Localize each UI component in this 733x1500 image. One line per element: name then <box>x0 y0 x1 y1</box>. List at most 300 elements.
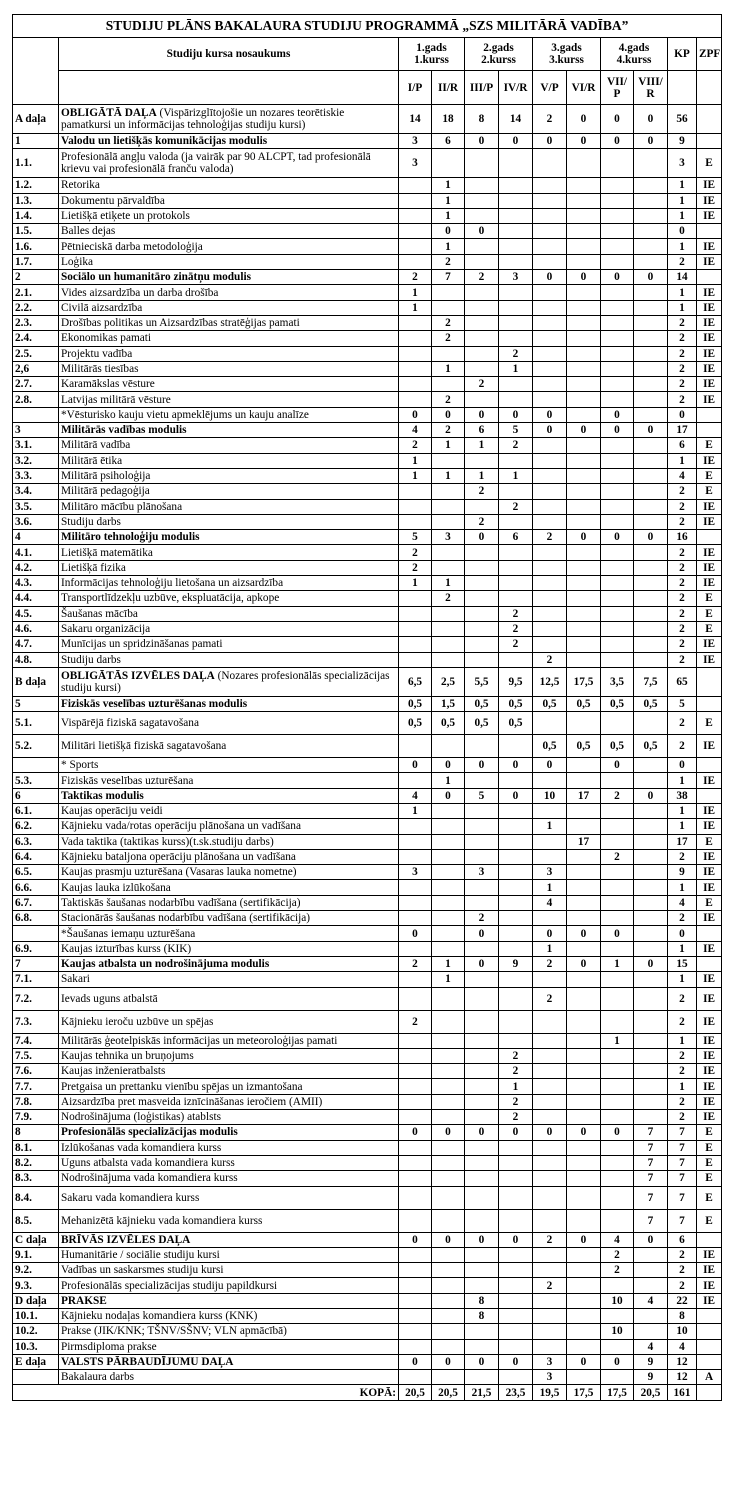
semester-credits <box>634 178 668 193</box>
semester-credits: 2 <box>399 956 432 971</box>
semester-credits <box>567 1110 601 1125</box>
kp-value: 5 <box>668 696 697 711</box>
course-name-text: Retorika <box>61 179 100 192</box>
course-name <box>59 1263 399 1278</box>
semester-credits <box>634 1094 668 1109</box>
semester-credits: 1 <box>399 468 432 483</box>
row-code: 2.1. <box>13 285 59 300</box>
zpf-value: IE <box>697 1094 722 1109</box>
course-name-text: Kaujas prasmju uzturēšana (Vasaras lauka nometne) <box>61 866 297 879</box>
course-name <box>59 1155 399 1170</box>
table-row <box>13 1324 722 1339</box>
semester-credits <box>601 285 634 300</box>
semester-credits <box>499 1324 533 1339</box>
semester-credits <box>601 637 634 652</box>
row-code: 10.2. <box>13 1324 59 1339</box>
row-code: 1.5. <box>13 224 59 239</box>
course-name <box>59 149 399 178</box>
header-row-semesters <box>13 71 722 105</box>
semester-credits <box>567 1247 601 1262</box>
zpf-value: E <box>697 1125 722 1140</box>
row-code: 2.7. <box>13 377 59 392</box>
semester-credits: 0 <box>432 407 465 422</box>
semester-credits: 3 <box>432 530 465 545</box>
semester-credits <box>601 591 634 606</box>
semester-credits <box>533 514 567 529</box>
semester-credits: 0 <box>533 270 567 285</box>
semester-credits <box>601 331 634 346</box>
header-semester: VII/ P <box>601 71 634 105</box>
semester-credits <box>567 712 601 735</box>
semester-credits: 0,5 <box>432 712 465 735</box>
semester-credits <box>499 331 533 346</box>
table-row <box>13 1278 722 1293</box>
course-name-text: Lietišķā matemātika <box>61 546 153 559</box>
semester-credits: 0 <box>499 1125 533 1140</box>
semester-credits: 0 <box>601 134 634 149</box>
semester-credits <box>399 735 432 758</box>
table-row <box>13 819 722 834</box>
kp-value: 17 <box>668 834 697 849</box>
semester-credits: 1 <box>399 803 432 818</box>
zpf-value: E <box>697 1186 722 1209</box>
semester-credits <box>465 1064 499 1079</box>
semester-credits <box>432 637 465 652</box>
semester-credits: 0 <box>634 1232 668 1247</box>
course-name-text: Kaujas operāciju veidi <box>61 805 163 818</box>
course-name <box>59 667 399 696</box>
row-code: 4 <box>13 530 59 545</box>
semester-credits <box>399 911 432 926</box>
course-name-text: Militārā pedagoģija <box>61 485 150 498</box>
row-code: 8.5. <box>13 1209 59 1232</box>
semester-credits <box>567 621 601 636</box>
semester-credits: 2 <box>465 270 499 285</box>
zpf-value: IE <box>697 285 722 300</box>
kp-value: 1 <box>668 178 697 193</box>
semester-credits: 6 <box>465 423 499 438</box>
semester-credits: 0,5 <box>567 735 601 758</box>
table-row <box>13 514 722 529</box>
semester-credits: 2 <box>533 956 567 971</box>
semester-credits <box>432 1293 465 1308</box>
row-code: 10.3. <box>13 1339 59 1354</box>
row-code: 4.4. <box>13 591 59 606</box>
course-name-text: Lietišķā etiķete un protokols <box>61 210 190 223</box>
row-code: 6.6. <box>13 880 59 895</box>
kp-value: 2 <box>668 1278 697 1293</box>
semester-credits <box>634 1263 668 1278</box>
row-code: 7.6. <box>13 1064 59 1079</box>
semester-credits <box>634 819 668 834</box>
row-code: A daļa <box>13 105 59 134</box>
row-code: 3.3. <box>13 468 59 483</box>
row-code: 8.2. <box>13 1155 59 1170</box>
course-name-text: Kaujas tehnika un bruņojums <box>61 1049 194 1062</box>
zpf-value: IE <box>697 361 722 376</box>
row-code <box>13 407 59 422</box>
semester-credits <box>533 484 567 499</box>
semester-credits <box>601 773 634 788</box>
semester-credits <box>634 834 668 849</box>
semester-credits <box>465 606 499 621</box>
zpf-value: IE <box>697 637 722 652</box>
row-code: 6.7. <box>13 895 59 910</box>
kp-value: 2 <box>668 1064 697 1079</box>
semester-credits <box>533 1155 567 1170</box>
semester-credits <box>567 560 601 575</box>
kp-value: 12 <box>668 1370 697 1385</box>
course-name <box>59 1309 399 1324</box>
course-name-text: Militārās tiesības <box>61 363 139 375</box>
zpf-value: IE <box>697 193 722 208</box>
header-empty <box>668 71 697 105</box>
zpf-value: IE <box>697 880 722 895</box>
semester-credits: 0,5 <box>601 696 634 711</box>
semester-credits: 1 <box>465 438 499 453</box>
course-name-text: Kājnieku bataljona operāciju plānošana un vadīšana <box>61 851 296 864</box>
course-name <box>59 423 399 438</box>
kp-value: 0 <box>668 926 697 941</box>
semester-credits <box>399 1278 432 1293</box>
kp-value: 7 <box>668 1125 697 1140</box>
semester-credits: 0 <box>567 105 601 134</box>
semester-credits <box>634 346 668 361</box>
semester-credits <box>601 606 634 621</box>
row-code: 1.6. <box>13 239 59 254</box>
section-row <box>13 270 722 285</box>
semester-credits <box>432 346 465 361</box>
header-year-1: 1.gads 1.kurss <box>399 38 465 71</box>
course-name-text: Profesionālā angļu valoda (ja vairāk par 90 ALCPT, tad profesionālā krievu vai profesionālā franču valoda) <box>61 151 371 176</box>
course-name <box>59 1339 399 1354</box>
semester-credits <box>465 1079 499 1094</box>
semester-credits: 2 <box>465 377 499 392</box>
semester-credits: 8 <box>465 1293 499 1308</box>
course-name-text: Karamākslas vēsture <box>61 378 155 391</box>
semester-credits <box>634 606 668 621</box>
kp-value: 2 <box>668 1094 697 1109</box>
semester-credits <box>399 346 432 361</box>
kp-value: 2 <box>668 560 697 575</box>
semester-credits: 1 <box>432 468 465 483</box>
section-row <box>13 956 722 971</box>
semester-credits <box>432 1209 465 1232</box>
zpf-value: IE <box>697 803 722 818</box>
semester-credits: 4 <box>634 1293 668 1308</box>
study-plan <box>12 14 721 1401</box>
semester-credits <box>432 834 465 849</box>
zpf-value: IE <box>697 1263 722 1278</box>
total-semester: 19,5 <box>533 1385 567 1400</box>
semester-credits: 0 <box>634 788 668 803</box>
title-row <box>13 15 722 38</box>
semester-credits <box>432 1140 465 1155</box>
semester-credits <box>499 1247 533 1262</box>
semester-credits <box>499 1010 533 1033</box>
course-name <box>59 576 399 591</box>
header-zpf: ZPF <box>697 38 722 71</box>
course-name-text: Balles dejas <box>61 225 116 238</box>
semester-credits: 3,5 <box>601 667 634 696</box>
course-name-text: Prakse (JIK/KNK; TŠNV/SŠNV; VLN apmācībā) <box>61 1325 287 1338</box>
header-semester: III/P <box>465 71 499 105</box>
semester-credits <box>399 1247 432 1262</box>
semester-credits: 1 <box>499 361 533 376</box>
kp-value: 1 <box>668 239 697 254</box>
table-row <box>13 1140 722 1155</box>
semester-credits: 2 <box>465 911 499 926</box>
header-semester: IV/R <box>499 71 533 105</box>
semester-credits <box>533 1247 567 1262</box>
section-row <box>13 696 722 711</box>
zpf-value: E <box>697 621 722 636</box>
row-code: 9.3. <box>13 1278 59 1293</box>
semester-credits <box>634 1010 668 1033</box>
zpf-value: IE <box>697 773 722 788</box>
course-name <box>59 972 399 987</box>
semester-credits <box>465 1033 499 1048</box>
semester-credits <box>399 621 432 636</box>
header-course-name: Studiju kursa nosaukums <box>59 38 399 71</box>
zpf-value: E <box>697 468 722 483</box>
table-row <box>13 484 722 499</box>
course-name-text: Informācijas tehnoloģiju lietošana un aizsardzība <box>61 577 284 590</box>
semester-credits: 9,5 <box>499 667 533 696</box>
kp-value: 1 <box>668 453 697 468</box>
row-code: 10.1. <box>13 1309 59 1324</box>
course-name-text: Nodrošinājuma (loģistikas) atablsts <box>61 1111 222 1124</box>
semester-credits <box>432 1094 465 1109</box>
semester-credits <box>634 545 668 560</box>
semester-credits <box>399 208 432 223</box>
course-name <box>59 803 399 818</box>
kp-value: 4 <box>668 468 697 483</box>
zpf-value: IE <box>697 652 722 667</box>
semester-credits <box>601 712 634 735</box>
semester-credits <box>465 346 499 361</box>
semester-credits <box>567 1309 601 1324</box>
semester-credits <box>533 468 567 483</box>
semester-credits <box>399 484 432 499</box>
semester-credits <box>499 591 533 606</box>
course-name-text: Ievads uguns atbalstā <box>61 992 158 1005</box>
semester-credits <box>634 926 668 941</box>
semester-credits <box>499 254 533 269</box>
semester-credits: 3 <box>533 1354 567 1369</box>
kp-value: 1 <box>668 773 697 788</box>
semester-credits <box>533 438 567 453</box>
table-row <box>13 1048 722 1063</box>
row-code: 3.1. <box>13 438 59 453</box>
semester-credits: 4 <box>601 1232 634 1247</box>
semester-credits <box>499 149 533 178</box>
semester-credits <box>601 865 634 880</box>
semester-credits <box>601 361 634 376</box>
semester-credits: 2 <box>499 1110 533 1125</box>
semester-credits <box>533 834 567 849</box>
table-row <box>13 1010 722 1033</box>
semester-credits <box>399 514 432 529</box>
course-name <box>59 1140 399 1155</box>
semester-credits <box>634 652 668 667</box>
semester-credits <box>432 606 465 621</box>
semester-credits <box>634 972 668 987</box>
semester-credits: 2 <box>499 1094 533 1109</box>
header-semester: VIII/ R <box>634 71 668 105</box>
course-name-text: * Sports <box>61 759 99 772</box>
semester-credits: 0 <box>601 1125 634 1140</box>
semester-credits: 0,5 <box>399 696 432 711</box>
semester-credits <box>567 576 601 591</box>
course-name <box>59 880 399 895</box>
semester-credits <box>432 895 465 910</box>
course-name-note: (Nozares profesionālās specializācijas studiju kursi) <box>61 669 390 694</box>
zpf-value: IE <box>697 576 722 591</box>
semester-credits <box>432 1309 465 1324</box>
semester-credits: 0 <box>533 423 567 438</box>
semester-credits <box>432 1263 465 1278</box>
total-semester: 23,5 <box>499 1385 533 1400</box>
semester-credits: 0 <box>533 758 567 773</box>
semester-credits <box>634 576 668 591</box>
course-name-text: Šaušanas mācība <box>61 607 138 620</box>
semester-credits <box>465 1110 499 1125</box>
semester-credits <box>465 591 499 606</box>
semester-credits <box>465 208 499 223</box>
semester-credits: 0 <box>601 1354 634 1369</box>
semester-credits <box>465 1155 499 1170</box>
course-name <box>59 1010 399 1033</box>
semester-credits <box>533 377 567 392</box>
semester-credits <box>499 1263 533 1278</box>
row-code: 8.4. <box>13 1186 59 1209</box>
semester-credits <box>567 178 601 193</box>
row-code: 6.9. <box>13 941 59 956</box>
semester-credits <box>601 987 634 1010</box>
header-code-cell <box>13 38 59 105</box>
semester-credits: 0 <box>499 788 533 803</box>
semester-credits <box>601 1079 634 1094</box>
semester-credits <box>634 1110 668 1125</box>
kp-value: 2 <box>668 637 697 652</box>
semester-credits <box>634 315 668 330</box>
semester-credits <box>634 377 668 392</box>
course-name-text: PRAKSE <box>61 1294 107 1307</box>
semester-credits: 3 <box>399 149 432 178</box>
semester-credits: 5 <box>399 530 432 545</box>
semester-credits <box>601 239 634 254</box>
semester-credits <box>567 300 601 315</box>
semester-credits <box>465 1263 499 1278</box>
kp-value: 2 <box>668 545 697 560</box>
semester-credits <box>399 1186 432 1209</box>
semester-credits <box>533 453 567 468</box>
zpf-value: E <box>697 1155 722 1170</box>
course-name-text: Valodu un lietišķās komunikācijas modulis <box>61 135 268 148</box>
semester-credits <box>567 1048 601 1063</box>
semester-credits <box>465 735 499 758</box>
semester-credits: 10 <box>601 1324 634 1339</box>
kp-value: 56 <box>668 105 697 134</box>
semester-credits <box>499 972 533 987</box>
table-row <box>13 1064 722 1079</box>
kp-value: 2 <box>668 849 697 864</box>
semester-credits <box>499 545 533 560</box>
semester-credits: 0 <box>601 926 634 941</box>
zpf-value <box>697 788 722 803</box>
semester-credits <box>499 803 533 818</box>
course-name <box>59 849 399 864</box>
semester-credits <box>567 1010 601 1033</box>
semester-credits: 0 <box>499 758 533 773</box>
semester-credits: 0 <box>399 1232 432 1247</box>
course-name-text: Drošības politikas un Aizsardzības stratēģijas pamati <box>61 317 300 330</box>
kp-value: 2 <box>668 591 697 606</box>
total-semester: 17,5 <box>567 1385 601 1400</box>
semester-credits: 0 <box>634 134 668 149</box>
row-code: 4.7. <box>13 637 59 652</box>
zpf-value <box>697 956 722 971</box>
table-row <box>13 1247 722 1262</box>
course-name <box>59 735 399 758</box>
semester-credits <box>567 911 601 926</box>
table-row <box>13 606 722 621</box>
course-name <box>59 712 399 735</box>
semester-credits: 0 <box>601 105 634 134</box>
semester-credits <box>567 941 601 956</box>
semester-credits <box>601 438 634 453</box>
semester-credits <box>465 1171 499 1186</box>
semester-credits <box>432 1339 465 1354</box>
semester-credits <box>634 208 668 223</box>
semester-credits <box>601 545 634 560</box>
semester-credits <box>601 468 634 483</box>
semester-credits <box>634 361 668 376</box>
table-row <box>13 1155 722 1170</box>
zpf-value: IE <box>697 819 722 834</box>
semester-credits: 0 <box>499 407 533 422</box>
course-name <box>59 285 399 300</box>
zpf-value: IE <box>697 499 722 514</box>
table-row <box>13 560 722 575</box>
kp-value: 2 <box>668 911 697 926</box>
semester-credits: 4 <box>533 895 567 910</box>
semester-credits <box>465 331 499 346</box>
semester-credits <box>634 407 668 422</box>
semester-credits <box>567 499 601 514</box>
semester-credits <box>567 606 601 621</box>
semester-credits <box>465 193 499 208</box>
semester-credits <box>567 315 601 330</box>
semester-credits: 0 <box>399 758 432 773</box>
semester-credits: 1 <box>432 239 465 254</box>
semester-credits <box>465 1186 499 1209</box>
kp-value: 2 <box>668 499 697 514</box>
semester-credits: 2 <box>432 254 465 269</box>
semester-credits <box>601 1064 634 1079</box>
semester-credits: 1 <box>432 773 465 788</box>
semester-credits <box>634 758 668 773</box>
semester-credits <box>465 453 499 468</box>
row-code: 6.1. <box>13 803 59 818</box>
semester-credits <box>567 377 601 392</box>
semester-credits <box>499 514 533 529</box>
semester-credits: 0 <box>465 1354 499 1369</box>
semester-credits <box>567 285 601 300</box>
zpf-value: E <box>697 1171 722 1186</box>
semester-credits: 0 <box>601 407 634 422</box>
